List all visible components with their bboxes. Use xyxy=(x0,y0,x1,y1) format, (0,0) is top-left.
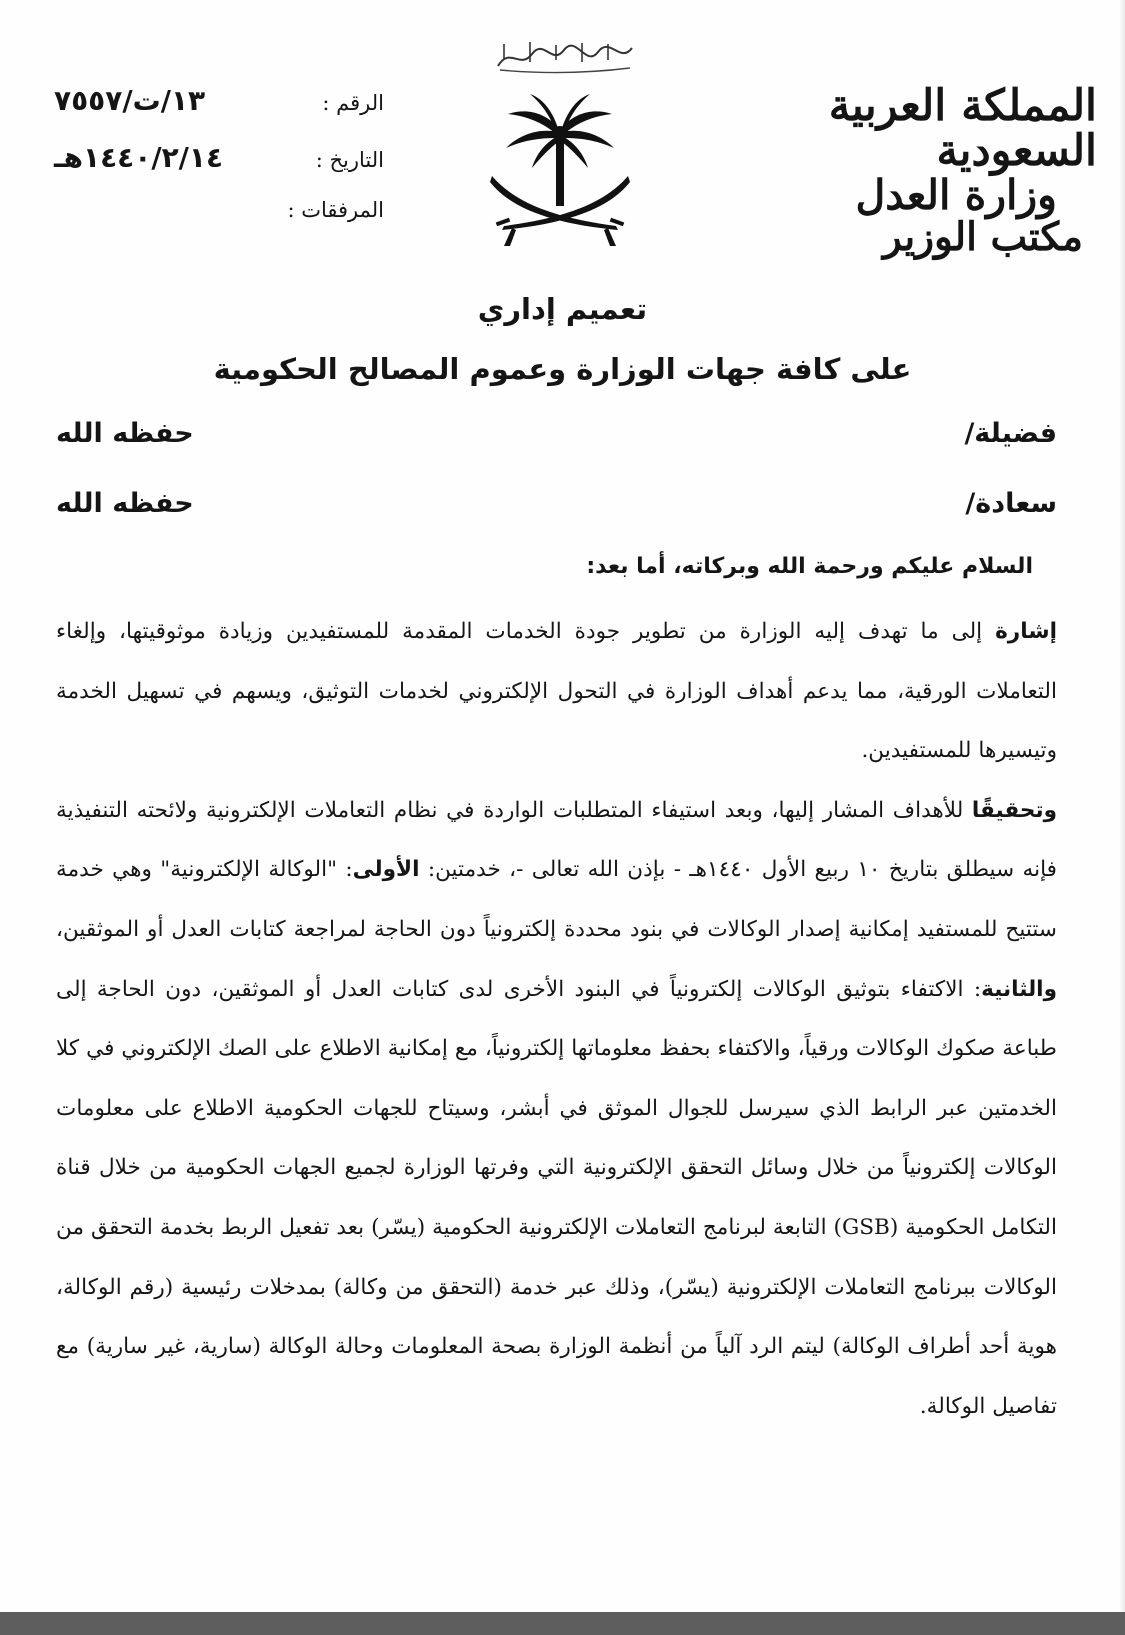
date-value: ١٤٤٠/٢/١٤هـ xyxy=(54,141,224,174)
addressee-closing: حفظه الله xyxy=(56,418,194,449)
greeting: السلام عليكم ورحمة الله وبركاته، أما بعد: xyxy=(586,554,1033,579)
paragraph-text-first: : "الوكالة الإلكترونية" وهي خدمة ستتيح للمستفيد إمكانية إصدار الوكالات في بنود محددة إلكترونياً دون الحاجة لمراجعة كتابات العدل أو الموثقين، xyxy=(56,857,1057,942)
basmala-calligraphy xyxy=(490,36,640,76)
saudi-emblem-icon xyxy=(486,92,634,250)
meta-attach-row xyxy=(54,198,384,255)
paragraph-text-second: : الاكتفاء بتوثيق الوكالات إلكترونياً في البنود الأخرى لدى كتابات العدل أو الموثقين، دون الحاجة إلى طباعة صكوك الوكالات ورقياً، والاكتفاء بحفظ معلوماتها إلكترونياً، مع إمكانية الاطلاع على الصك الإلكتروني في كلا الخدمتين عبر الرابط الذي سيرسل للجوال الموثق في أبشر، وسيتاح للجهات الحكومية الاطلاع على معلومات الوكالات إلكترونياً من خلال وسائل التحقق الإلكترونية التي وفرتها الوزارة لجميع الجهات الحكومية من خلال قناة التكامل الحكومية (GSB) التابعة لبرنامج التعاملات الإلكترونية الحكومية (يسّر) بعد تفعيل الربط بخدمة التحقق من الوكالات ببرنامج التعاملات الإلكترونية (يسّر)، وذلك عبر خدمة (التحقق من وكالة) بمدخلات رئيسية (رقم الوكالة، هوية أحد أطراف الوكالة) ليتم الرد آلياً من أنظمة الوزارة بصحة المعلومات وحالة الوكالة (سارية، غير سارية) مع تفاصيل الوكالة. xyxy=(56,976,1057,1419)
letterhead-line-ministry: وزارة العدل xyxy=(855,171,1057,220)
date-label: التاريخ : xyxy=(315,148,384,172)
page-edge-shadow xyxy=(1119,0,1125,1612)
body-paragraph-2 xyxy=(56,781,1057,1437)
document-subtitle: على كافة جهات الوزارة وعموم المصالح الحكومية xyxy=(213,352,912,386)
letterhead-line-office: مكتب الوزير xyxy=(882,214,1083,261)
meta-ref-row xyxy=(54,84,384,141)
ref-value: ١٣/ت/٧٥٥٧ xyxy=(54,84,206,117)
ref-label: الرقم : xyxy=(322,91,384,115)
addressee-closing: حفظه الله xyxy=(56,488,194,519)
paragraph-lead-second: والثانية xyxy=(981,976,1057,1002)
letterhead-line-kingdom: المملكة العربية السعودية xyxy=(828,81,1097,177)
paragraph-lead: وتحقيقًا xyxy=(971,797,1057,823)
meta-date-row xyxy=(54,141,384,198)
paragraph-lead-first: الأولى xyxy=(352,857,420,883)
document-title: تعميم إداري xyxy=(477,292,648,326)
body-paragraph-1 xyxy=(56,602,1057,781)
addressee-row-1 xyxy=(56,418,1057,449)
paragraph-lead: إشارة xyxy=(995,619,1057,644)
addressee-row-2 xyxy=(56,488,1057,519)
paragraph-text: إلى ما تهدف إليه الوزارة من تطوير جودة الخدمات المقدمة للمستفيدين وزيادة موثوقيتها، وإلغاء التعاملات الورقية، مما يدعم أهداف الوزارة في التحول الإلكتروني لخدمات التوثيق، ويسهم في تسهيل الخدمة وتيسيرها للمستفيدين. xyxy=(56,619,1057,764)
addressee-label: سعادة/ xyxy=(965,488,1057,519)
addressee-label: فضيلة/ xyxy=(964,418,1057,449)
paragraph-text: للأهداف المشار إليها، وبعد استيفاء المتطلبات الواردة في نظام التعاملات الإلكترونية ولائحته التنفيذية فإنه سيطلق بتاريخ ١٠ ربيع الأول ١٤٤٠هـ - بإذن الله تعالى -، خدمتين: xyxy=(56,797,1057,883)
ministry-letterhead xyxy=(717,81,1097,261)
attachments-label: المرفقات : xyxy=(287,198,384,222)
document-meta xyxy=(54,84,384,255)
document-body xyxy=(56,602,1057,1436)
viewer-bottom-bar xyxy=(0,1612,1125,1635)
